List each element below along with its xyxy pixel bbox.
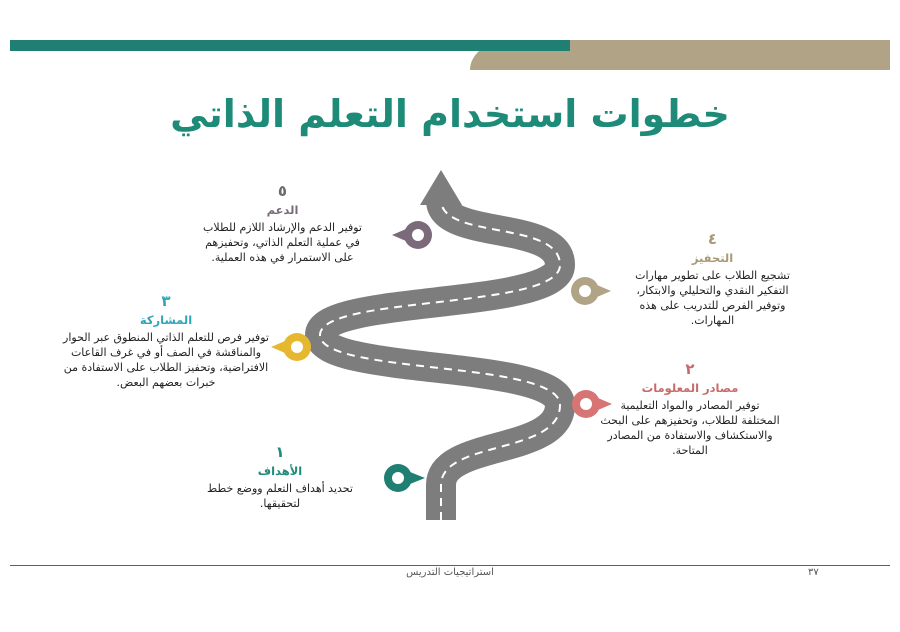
road-arrow-head (420, 170, 462, 205)
step-5 (195, 182, 370, 265)
step-5-text: توفير الدعم والإرشاد اللازم للطلاب في عملية التعلم الذاتي، وتحفيزهم على الاستمرار في هذه العملية. (203, 221, 362, 264)
step-2 (600, 360, 780, 458)
step-3-text: توفير فرص للتعلم الذاتي المنطوق عبر الحوار والمناقشة في الصف أو في غرف القاعات الافتراضية، وتحفيز الطلاب على الاستفادة من خبرات بعضهم البعض. (63, 331, 269, 389)
step-1-label: الأهداف (257, 464, 303, 478)
step4-pin-icon (571, 277, 611, 305)
step-4-text: تشجيع الطلاب على تطوير مهارات التفكير النقدي والتحليلي والابتكار، وتوفير الفرص للتدريب على هذه المهارات. (635, 269, 790, 327)
step-2-number: ٢ (685, 360, 695, 378)
page-title: خطوات استخدام التعلم الذاتي (170, 92, 730, 136)
step3-pin-icon (271, 333, 311, 361)
step-1-number: ١ (275, 443, 285, 461)
step-4-label: التحفيز (691, 251, 734, 265)
step-3-number: ٣ (161, 292, 171, 310)
step-5-label: الدعم (266, 203, 299, 217)
step-2-label: مصادر المعلومات (641, 381, 739, 395)
step-5-number: ٥ (277, 182, 288, 200)
step-3 (55, 292, 277, 390)
step5-pin-icon (392, 221, 432, 249)
step-4 (625, 230, 800, 328)
step-2-text: توفير المصادر والمواد التعليمية المختلفة للطلاب، وتحفيزهم على البحث والاستكشاف والاستفادة من المصادر المتاحة. (600, 399, 780, 457)
step-1 (200, 443, 360, 511)
step1-pin-icon (384, 464, 425, 492)
footer-divider (10, 565, 890, 566)
step-3-label: المشاركة (139, 313, 193, 327)
footer-title: استراتيجيات التدريس (406, 567, 494, 578)
page-number: ٣٧ (808, 567, 819, 578)
step-1-text: تحديد أهداف التعلم ووضع خطط لتحقيقها. (207, 482, 353, 510)
step-4-number: ٤ (707, 230, 718, 248)
